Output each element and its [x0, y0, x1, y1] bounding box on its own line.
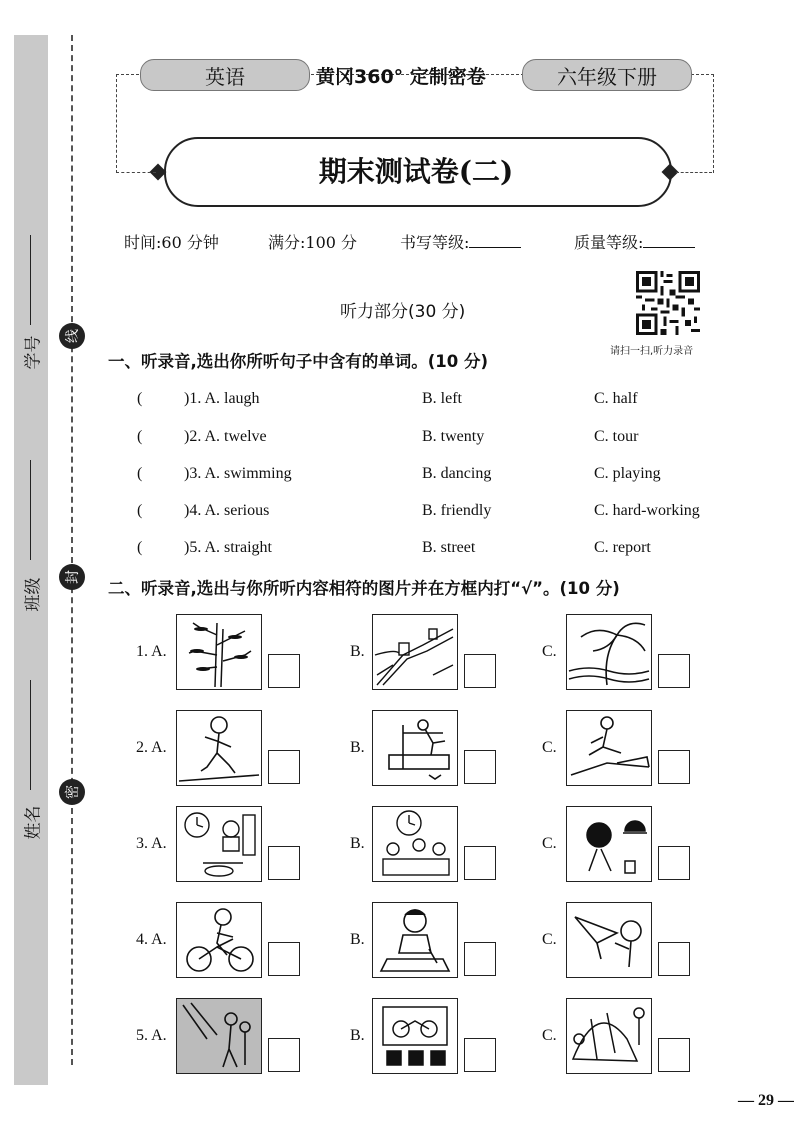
quality-grade: 质量等级:	[574, 230, 695, 253]
running-boy-icon	[176, 710, 262, 786]
q2-option-b: B. twenty	[422, 428, 485, 445]
bicycle-display-icon	[372, 998, 458, 1074]
binding-strip	[14, 35, 48, 1085]
sunrise-breakfast-icon	[566, 806, 652, 882]
listening-part-title: 听力部分(30 分)	[340, 302, 466, 322]
boy-writing-icon	[372, 902, 458, 978]
q3-option-c: C. playing	[594, 465, 661, 482]
camping-tent-icon	[566, 998, 652, 1074]
clock-breakfast-icon	[176, 806, 262, 882]
row4-label-c: C.	[542, 931, 557, 948]
row2-label-b: B.	[350, 739, 365, 756]
seal-line-badge: 线	[59, 323, 85, 349]
q5-option-c: C. report	[594, 539, 651, 556]
checkbox-3b[interactable]	[464, 846, 496, 880]
row2-label-c: C.	[542, 739, 557, 756]
checkbox-4a[interactable]	[268, 942, 300, 976]
right-dash	[676, 172, 712, 173]
grade-pill: 六年级下册	[522, 59, 692, 91]
section2-title: 二、听录音,选出与你所听内容相符的图片并在方框内打“√”。(10 分)	[108, 579, 620, 598]
row1-label-b: B.	[350, 643, 365, 660]
series-name: 黄冈360° 定制密卷	[316, 66, 486, 88]
answer-paren[interactable]: (	[137, 428, 143, 445]
long-jump-icon	[566, 710, 652, 786]
q3-option-a: )3. A. swimming	[184, 465, 292, 482]
checkbox-3c[interactable]	[658, 846, 690, 880]
qr-code-icon[interactable]	[636, 271, 700, 335]
row4-label-a: 4. A.	[136, 931, 167, 948]
checkbox-2c[interactable]	[658, 750, 690, 784]
q1-option-a: )1. A. laugh	[184, 390, 260, 407]
class-label: 班级	[23, 577, 44, 612]
full-score-info: 满分:100 分	[268, 233, 358, 252]
student-no-line	[30, 235, 31, 325]
q2-option-a: )2. A. twelve	[184, 428, 267, 445]
row1-label-c: C.	[542, 643, 557, 660]
seal-seal-badge: 封	[59, 564, 85, 590]
row3-label-c: C.	[542, 835, 557, 852]
class-line	[30, 460, 31, 560]
palm-tree-beach-icon	[566, 614, 652, 690]
answer-paren[interactable]: (	[137, 390, 143, 407]
row4-label-b: B.	[350, 931, 365, 948]
section1-title: 一、听录音,选出你所听句子中含有的单词。(10 分)	[108, 352, 489, 371]
quality-grade-blank[interactable]	[643, 233, 695, 248]
row5-label-b: B.	[350, 1027, 365, 1044]
checkbox-1a[interactable]	[268, 654, 300, 688]
answer-paren[interactable]: (	[137, 502, 143, 519]
people-dark-scene-icon	[176, 998, 262, 1074]
checkbox-2b[interactable]	[464, 750, 496, 784]
q1-option-c: C. half	[594, 390, 638, 407]
checkbox-2a[interactable]	[268, 750, 300, 784]
answer-paren[interactable]: (	[137, 539, 143, 556]
bamboo-icon	[176, 614, 262, 690]
writing-grade: 书写等级:	[400, 230, 521, 253]
row5-label-c: C.	[542, 1027, 557, 1044]
checkbox-3a[interactable]	[268, 846, 300, 880]
cut-line	[71, 35, 73, 1065]
q4-option-b: B. friendly	[422, 502, 492, 519]
checkbox-4b[interactable]	[464, 942, 496, 976]
row3-label-a: 3. A.	[136, 835, 167, 852]
row5-label-a: 5. A.	[136, 1027, 167, 1044]
q5-option-b: B. street	[422, 539, 476, 556]
qr-note: 请扫一扫,听力录音	[610, 346, 694, 357]
q3-option-b: B. dancing	[422, 465, 492, 482]
clock-family-dinner-icon	[372, 806, 458, 882]
time-info: 时间:60 分钟	[124, 233, 219, 252]
boy-cycling-icon	[176, 902, 262, 978]
checkbox-5c[interactable]	[658, 1038, 690, 1072]
q1-option-b: B. left	[422, 390, 462, 407]
great-wall-icon	[372, 614, 458, 690]
answer-paren[interactable]: (	[137, 465, 143, 482]
checkbox-1b[interactable]	[464, 654, 496, 688]
row2-label-a: 2. A.	[136, 739, 167, 756]
checkbox-1c[interactable]	[658, 654, 690, 688]
writing-grade-blank[interactable]	[469, 233, 521, 248]
high-jump-icon	[372, 710, 458, 786]
row3-label-b: B.	[350, 835, 365, 852]
student-no-label: 学号	[23, 335, 44, 370]
q4-option-c: C. hard-working	[594, 502, 700, 519]
page-title: 期末测试卷(二)	[318, 155, 514, 188]
name-label: 姓名	[23, 805, 44, 840]
seal-secret-badge: 密	[59, 779, 85, 805]
checkbox-4c[interactable]	[658, 942, 690, 976]
checkbox-5a[interactable]	[268, 1038, 300, 1072]
checkbox-5b[interactable]	[464, 1038, 496, 1072]
paper-plane-icon	[566, 902, 652, 978]
left-dash	[116, 172, 156, 173]
name-line	[30, 680, 31, 790]
subject-pill: 英语	[140, 59, 310, 91]
row1-label-a: 1. A.	[136, 643, 167, 660]
q5-option-a: )5. A. straight	[184, 539, 272, 556]
q2-option-c: C. tour	[594, 428, 639, 445]
q4-option-a: )4. A. serious	[184, 502, 270, 519]
page-number: — 29 —	[738, 1092, 794, 1109]
